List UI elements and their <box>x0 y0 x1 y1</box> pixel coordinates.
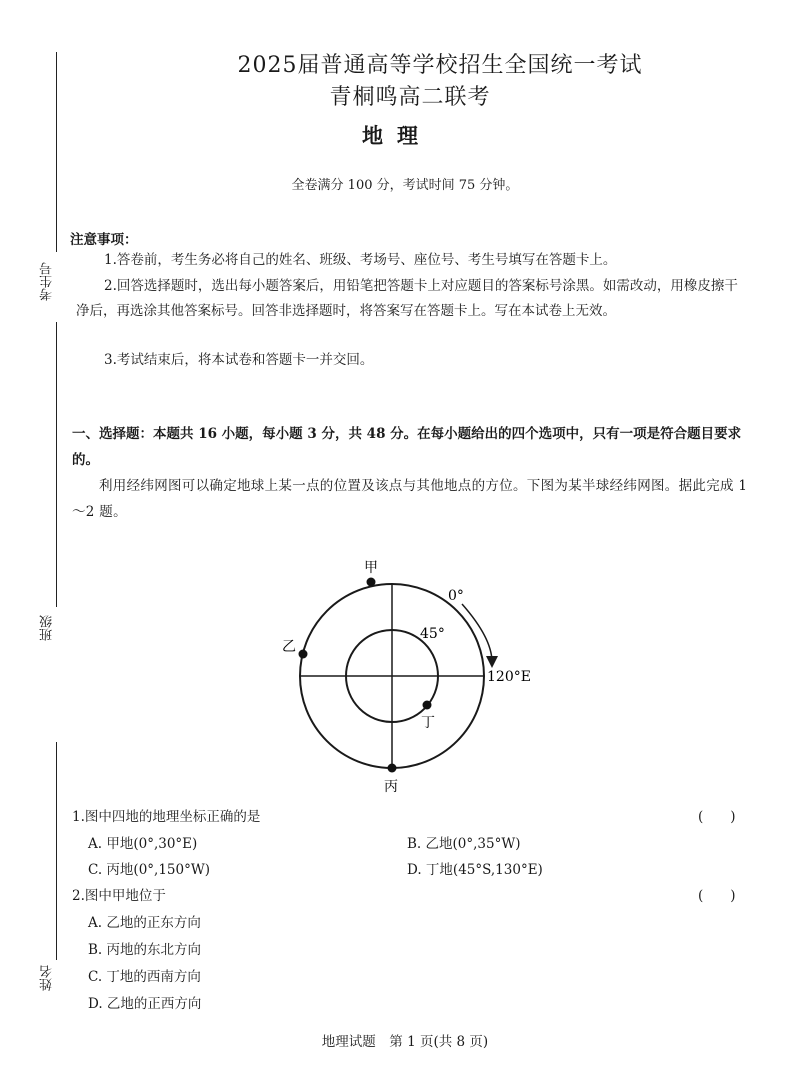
page-footer: 地理试题 第 1 页(共 8 页) <box>321 1034 489 1050</box>
question-1-option-d[interactable]: D. 丁地(45°S,130°E) <box>407 862 543 878</box>
rotation-direction-arrow <box>462 604 492 662</box>
exam-title: 2025届普通高等学校招生全国统一考试 <box>237 53 643 78</box>
subject-title: 地理 <box>362 123 432 148</box>
question-1-stem: 1.图中四地的地理坐标正确的是 <box>72 809 261 825</box>
full-score-note: 全卷满分 100 分，考试时间 75 分钟。 <box>291 178 519 193</box>
question-1-answer-paren: ( ) <box>698 809 736 825</box>
notes-title: 注意事项： <box>70 232 138 248</box>
question-2-option-b[interactable]: B. 丙地的东北方向 <box>88 942 202 958</box>
question-2-option-a[interactable]: A. 乙地的正东方向 <box>88 915 201 931</box>
margin-line-mid <box>56 322 57 607</box>
margin-line-top <box>56 52 57 252</box>
name-label: 姓名 <box>40 965 55 991</box>
question-1-option-c[interactable]: C. 丙地(0°,150°W) <box>88 862 210 878</box>
label-0-degree: 0° <box>448 588 464 604</box>
class-label: 班级 <box>40 615 55 641</box>
exam-subtitle: 青桐鸣高二联考 <box>329 85 491 110</box>
point-yi-dot <box>299 650 308 659</box>
hemisphere-graticule-figure <box>270 550 560 800</box>
question-1-option-b[interactable]: B. 乙地(0°,35°W) <box>407 836 521 852</box>
label-120E: 120°E <box>487 669 531 685</box>
question-2-option-d[interactable]: D. 乙地的正西方向 <box>88 996 202 1012</box>
note-item-3: 3.考试结束后，将本试卷和答题卡一并交回。 <box>104 352 374 368</box>
margin-line-low <box>56 742 57 960</box>
question-2-stem: 2.图中甲地位于 <box>72 888 166 904</box>
point-ding-dot <box>423 701 432 710</box>
label-ding: 丁 <box>421 715 435 731</box>
label-jia: 甲 <box>364 560 378 576</box>
note-item-1: 1.答卷前，考生务必将自己的姓名、班级、考场号、座位号、考生号填写在答题卡上。 <box>104 252 617 268</box>
section-heading: 一、选择题：本题共 16 小题，每小题 3 分，共 48 分。在每小题给出的四个选项中，只有一项是符合题目要求的。 <box>72 426 742 468</box>
label-45-degree: 45° <box>420 626 445 642</box>
question-2-answer-paren: ( ) <box>698 888 736 904</box>
question-1-option-a[interactable]: A. 甲地(0°,30°E) <box>88 836 198 852</box>
section-intro: 利用经纬网图可以确定地球上某一点的位置及该点与其他地点的方位。下图为某半球经纬网图。据此完成 1～2 题。 <box>72 478 748 520</box>
point-bing-dot <box>388 764 397 773</box>
label-bing: 丙 <box>384 779 398 795</box>
point-jia-dot <box>367 578 376 587</box>
note-item-2: 2.回答选择题时，选出每小题答案后，用铅笔把答题卡上对应题目的答案标号涂黑。如需改动，用橡皮擦干净后，再选涂其他答案标号。回答非选择题时，将答案写在答题卡上。写在本试卷上无效。 <box>76 278 738 319</box>
student-id-label: 考生号 <box>40 262 55 301</box>
label-yi: 乙 <box>282 639 296 655</box>
question-2-option-c[interactable]: C. 丁地的西南方向 <box>88 969 201 985</box>
